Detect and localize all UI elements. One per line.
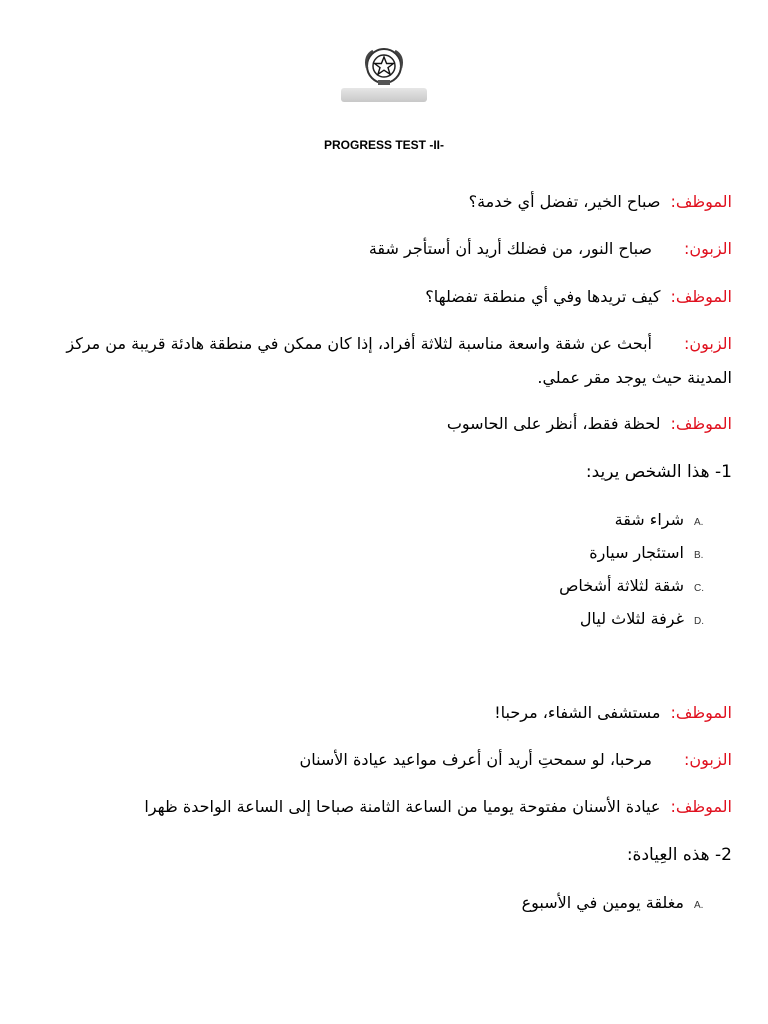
option-text: مغلقة يومين في الأسبوع <box>521 893 684 912</box>
option-letter: D. <box>694 616 704 627</box>
dialogue-text: مرحبا، لو سمحتِ أريد أن أعرف مواعيد عيادة الأسنان <box>299 750 652 769</box>
question-1: 1- هذا الشخص يريد: <box>585 462 732 482</box>
speaker-label: الموظف: <box>670 703 732 722</box>
speaker-label: الزبون: <box>683 334 732 353</box>
dialogue-text: لحظة فقط، أنظر على الحاسوب <box>446 414 661 433</box>
dialogue-line <box>30 280 732 314</box>
dialogue-line <box>30 790 732 824</box>
option-letter: B. <box>694 550 704 561</box>
question-2: 2- هذه العِيادة: <box>626 845 732 865</box>
speaker-label: الموظف: <box>670 192 732 211</box>
emblem-base <box>341 88 427 102</box>
dialogue-text: كيف تريدها وفي أي منطقة تفضلها؟ <box>425 287 661 306</box>
dialogue-line <box>30 696 732 730</box>
option-text: شراء شقة <box>614 510 684 529</box>
option-text: شقة لثلاثة أشخاص <box>559 576 684 595</box>
option-text: غرفة لثلاث ليال <box>579 609 684 628</box>
header-emblem <box>341 44 427 102</box>
dialogue-line <box>30 232 732 266</box>
option-text: استئجار سيارة <box>589 543 684 562</box>
option-letter: A. <box>694 900 704 911</box>
state-emblem-icon <box>361 46 407 88</box>
dialogue-text: أبحث عن شقة واسعة مناسبة لثلاثة أفراد، إذا كان ممكن في منطقة هادئة قريبة من مركز المدينة حيث يوجد مقر عملي. <box>66 334 732 387</box>
dialogue-text: صباح النور، من فضلك أريد أن أستأجر شقة <box>368 239 652 258</box>
speaker-label: الزبون: <box>683 239 732 258</box>
answer-option-a[interactable] <box>522 893 708 912</box>
option-letter: A. <box>694 517 704 528</box>
dialogue-line <box>30 407 732 441</box>
speaker-label: الموظف: <box>670 287 732 306</box>
speaker-label: الموظف: <box>670 797 732 816</box>
dialogue-line <box>30 743 732 777</box>
answer-option-c[interactable] <box>559 576 708 595</box>
page-title: PROGRESS TEST -II- <box>323 138 444 152</box>
answer-option-d[interactable] <box>580 609 708 628</box>
dialogue-text: عيادة الأسنان مفتوحة يوميا من الساعة الثامنة صباحا إلى الساعة الواحدة ظهرا <box>144 797 661 816</box>
dialogue-text: صباح الخير، تفضل أي خدمة؟ <box>468 192 661 211</box>
answer-option-a[interactable] <box>615 510 708 529</box>
dialogue-line <box>30 327 732 395</box>
speaker-label: الموظف: <box>670 414 732 433</box>
dialogue-text: مستشفى الشفاء، مرحبا! <box>494 703 661 722</box>
speaker-label: الزبون: <box>683 750 732 769</box>
option-letter: C. <box>694 583 704 594</box>
dialogue-line <box>30 185 732 219</box>
answer-option-b[interactable] <box>589 543 708 562</box>
